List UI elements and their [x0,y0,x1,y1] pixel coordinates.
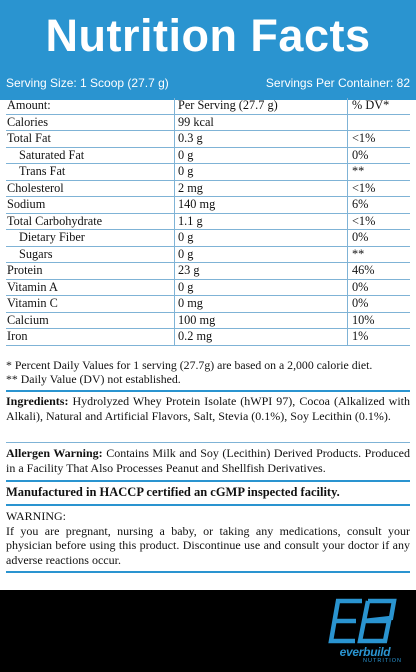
nutrient-dv: ** [352,164,365,178]
nutrient-amount: 140 mg [178,197,348,213]
brand-wordmark: everbuild [339,645,391,659]
nutrient-dv: 1% [352,329,369,343]
page-title: Nutrition Facts [45,10,371,61]
nutrient-amount: 0 g [178,280,348,296]
table-row [6,328,410,345]
table-row [6,213,410,230]
warning-text: If you are pregnant, nursing a baby, or taking any medications, consult your physician before using this product. Discontinue use and consult your doctor if any adverse reactions occur. [6,523,410,567]
header-banner [0,0,416,100]
nutrient-dv: <1% [352,213,376,228]
allergen-section [6,446,410,475]
footnotes [6,358,410,386]
ingredients-section [6,394,410,423]
nutrient-amount: 0 g [178,164,348,180]
nutrient-name: Protein [7,263,175,279]
nutrient-dv [352,115,410,131]
nutrient-amount: 100 mg [178,313,348,329]
nutrient-name: Vitamin A [7,280,175,296]
serving-size: Serving Size: 1 Scoop (27.7 g) [6,76,169,90]
nutrient-name: Calories [7,115,175,131]
nutrient-amount: 0.2 mg [178,329,348,345]
nutrient-amount: 0 g [178,230,348,246]
servings-per-container: Servings Per Container: 82 [265,76,410,90]
nutrient-dv: <1% [352,180,376,195]
table-header-row [6,97,410,114]
nutrient-amount: 1.1 g [178,214,348,230]
haccp-statement: Manufactured in HACCP certified an cGMP inspected facility. [6,485,340,499]
nutrient-name: Cholesterol [7,181,175,197]
table-row [6,279,410,296]
table-row [6,229,410,246]
nutrient-name: Dietary Fiber [7,230,175,246]
table-row [6,295,410,312]
nutrient-name: Vitamin C [7,296,175,312]
nutrient-dv: 6% [352,197,369,211]
nutrient-table [6,97,410,346]
nutrient-dv: <1% [352,131,376,145]
table-row [6,262,410,279]
eb-monogram-icon [322,596,408,646]
footnote-daily-values: * Percent Daily Values for 1 serving (27.7g) are based on a 2,000 calorie diet. [6,358,373,372]
nutrient-amount: 0 g [178,247,348,263]
column-header-amount: Amount: [7,98,175,114]
ingredients-text: Hydrolyzed Whey Protein Isolate (hWPI 97), Cocoa (Alkalized with Alkali), Natural and Artificial Flavors, Salt, Stevia (0.1%), Soy Lecithin (0.1%). [6,394,410,423]
nutrient-dv: 0% [352,296,369,310]
ingredients-label: Ingredients: [6,394,69,408]
allergen-text: Contains Milk and Soy (Lecithin) Derived Products. Produced in a Facility That Also Processes Peanut and Shellfish Derivatives. [6,446,410,475]
divider [6,571,410,573]
table-row [6,130,410,147]
nutrient-amount: 0 g [178,148,348,164]
column-header-dv: % DV* [352,98,390,112]
brand-subtitle: NUTRITION [363,658,402,664]
divider [6,442,410,443]
nutrient-amount: 0.3 g [178,131,348,147]
nutrient-dv: 46% [352,263,375,277]
table-row [6,147,410,164]
divider [6,480,410,482]
table-row [6,180,410,197]
divider [6,390,410,392]
warning-label: WARNING: [6,509,66,523]
brand-logo [322,596,408,668]
table-row [6,163,410,180]
nutrient-name: Trans Fat [7,164,175,180]
nutrient-amount: 23 g [178,263,348,279]
nutrient-dv: 0% [352,230,369,244]
nutrient-dv: 0% [352,279,369,294]
table-row [6,312,410,329]
nutrient-dv: 0% [352,147,369,162]
column-header-per-serving: Per Serving (27.7 g) [178,98,348,114]
warning-section [6,509,410,567]
allergen-label: Allergen Warning: [6,446,103,460]
nutrient-name: Calcium [7,313,175,329]
nutrient-name: Iron [7,329,175,345]
nutrient-name: Total Carbohydrate [7,214,175,230]
nutrient-name: Sodium [7,197,175,213]
table-row [6,246,410,263]
nutrient-name: Sugars [7,247,175,263]
divider [6,504,410,506]
table-row [6,196,410,213]
table-row [6,114,410,131]
nutrient-dv: 10% [352,312,375,327]
serving-info [6,76,410,94]
nutrient-name: Saturated Fat [7,148,175,164]
nutrient-amount: 99 kcal [178,115,348,131]
nutrient-dv: ** [352,246,365,261]
nutrient-name: Total Fat [7,131,175,147]
nutrient-amount: 2 mg [178,181,348,197]
nutrient-amount: 0 mg [178,296,348,312]
footnote-not-established: ** Daily Value (DV) not established. [6,372,181,386]
